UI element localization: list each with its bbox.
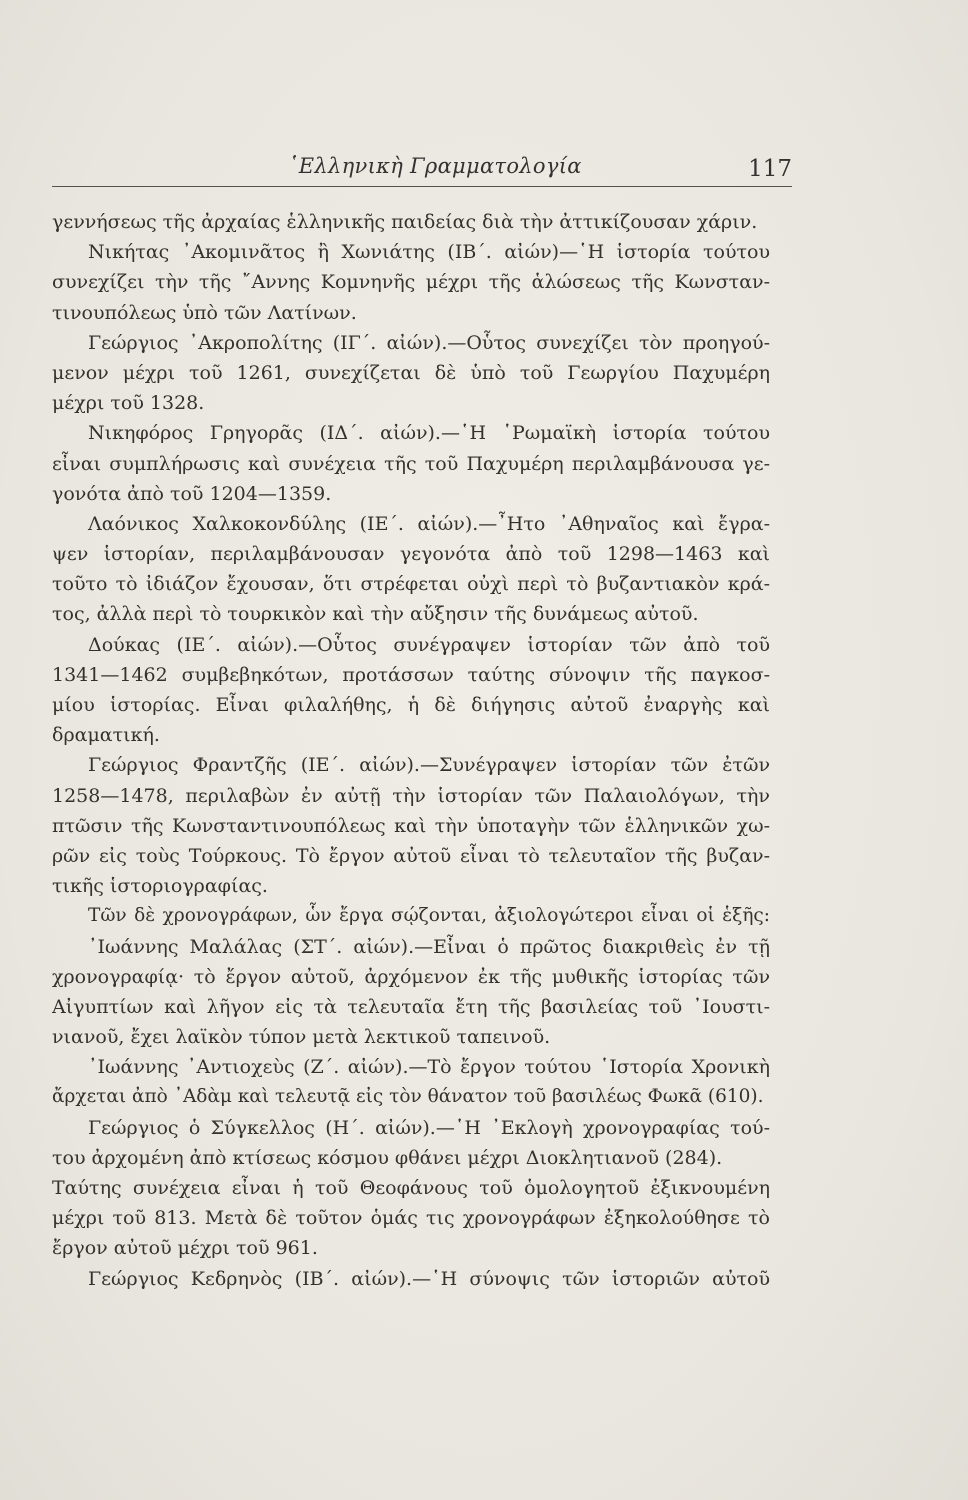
text-line: μέχρι τοῦ 813. Μετὰ δὲ τοῦτον ὁμάς τις χρονογράφων ἐξηκολούθησε τὸ [52,1207,770,1230]
body-text [52,207,770,1294]
text-line: τικῆς ἱστοριογραφίας. [52,875,268,898]
page-number: 117 [748,156,792,182]
text-line: Γεώργιος ᾿Ακροπολίτης (ΙΓ΄. αἰών).—Οὗτος συνεχίζει τὸν προηγού- [88,331,770,354]
text-line: εἶναι συμπλήρωσις καὶ συνέχεια τῆς τοῦ Παχυμέρη περιλαμβάνουσα γε- [52,452,770,475]
text-line: ψεν ἱστορίαν, περιλαμβάνουσαν γεγονότα ἀπὸ τοῦ 1298—1463 καὶ [52,543,770,566]
text-line: τινουπόλεως ὑπὸ τῶν Λατίνων. [52,301,357,324]
text-line: Λαόνικος Χαλκοκονδύλης (ΙΕ΄. αἰών).—῏Ητο ᾿Αθηναῖος καὶ ἔγρα- [88,512,770,535]
text-line: γεννήσεως τῆς ἀρχαίας ἑλληνικῆς παιδείας διὰ τὴν ἀττικίζουσαν χάριν. [52,211,758,233]
text-line: Νικηφόρος Γρηγορᾶς (ΙΔ΄. αἰών).—῾Η ῾Ρωμαϊκὴ ἱστορία τούτου [88,422,770,445]
text-line: ᾿Ιωάννης ᾿Αντιοχεὺς (Ζ΄. αἰών).—Τὸ ἔργον τούτου ῾Ιστορία Χρονικὴ [88,1056,770,1079]
header-rule [52,186,792,187]
text-line: συνεχίζει τὴν τῆς ῎Αννης Κομνηνῆς μέχρι τῆς ἁλώσεως τῆς Κωνσταν- [52,271,770,294]
text-line: ἄρχεται ἀπὸ ᾿Αδὰμ καὶ τελευτᾷ εἰς τὸν θάνατον τοῦ βασιλέως Φωκᾶ (610). [52,1086,764,1108]
text-line: Γεώργιος ὁ Σύγκελλος (Η΄. αἰών).—῾Η ᾿Εκλογὴ χρονογραφίας τού- [88,1116,770,1139]
text-line: μενον μέχρι τοῦ 1261, συνεχίζεται δὲ ὑπὸ τοῦ Γεωργίου Παχυμέρη [52,361,770,384]
text-line: μίου ἱστορίας. Εἶναι φιλαλήθης, ἡ δὲ διήγησις αὐτοῦ ἐναργὴς καὶ [52,694,770,716]
running-title: ῾Ελληνικὴ Γραμματολογία [288,154,582,178]
text-line: ἔργον αὐτοῦ μέχρι τοῦ 961. [52,1237,318,1260]
text-line: πτῶσιν τῆς Κωνσταντινουπόλεως καὶ τὴν ὑποταγὴν τῶν ἑλληνικῶν χω- [52,814,770,837]
text-line: Ταύτης συνέχεια εἶναι ἡ τοῦ Θεοφάνους τοῦ ὁμολογητοῦ ἐξικνουμένη [52,1177,770,1199]
text-line: του ἀρχομένη ἀπὸ κτίσεως κόσμου φθάνει μέχρι Διοκλητιανοῦ (284). [52,1146,723,1169]
text-line: μέχρι τοῦ 1328. [52,392,205,415]
text-line: Γεώργιος Φραντζῆς (ΙΕ΄. αἰών).—Συνέγραψεν ἱστορίαν τῶν ἐτῶν [88,754,770,777]
text-line: δραματική. [52,724,160,747]
text-line: ρῶν εἰς τοὺς Τούρκους. Τὸ ἔργον αὐτοῦ εἶναι τὸ τελευταῖον τῆς βυζαν- [52,844,770,867]
text-line: 1258—1478, περιλαβὼν ἐν αὐτῇ τὴν ἱστορίαν τῶν Παλαιολόγων, τὴν [52,784,770,807]
text-line: ᾿Ιωάννης Μαλάλας (ΣΤ΄. αἰών).—Εἶναι ὁ πρῶτος διακριθεὶς ἐν τῇ [88,935,770,958]
text-line: Γεώργιος Κεδρηνὸς (ΙΒ΄. αἰών).—῾Η σύνοψις τῶν ἱστοριῶν αὐτοῦ [88,1267,770,1290]
text-line: Τῶν δὲ χρονογράφων, ὧν ἔργα σῴζονται, ἀξιολογώτεροι εἶναι οἱ ἑξῆς: [88,905,770,927]
running-header [52,150,792,190]
text-line: νιανοῦ, ἔχει λαϊκὸν τύπον μετὰ λεκτικοῦ ταπεινοῦ. [52,1026,551,1049]
text-line: Δούκας (ΙΕ΄. αἰών).—Οὗτος συνέγραψεν ἱστορίαν τῶν ἀπὸ τοῦ [88,633,770,656]
text-line: γονότα ἀπὸ τοῦ 1204—1359. [52,482,332,505]
text-line: τος, ἀλλὰ περὶ τὸ τουρκικὸν καὶ τὴν αὔξησιν τῆς δυνάμεως αὐτοῦ. [52,603,699,626]
text-line: χρονογραφίᾳ· τὸ ἔργον αὐτοῦ, ἀρχόμενον ἐκ τῆς μυθικῆς ἱστορίας τῶν [52,965,770,988]
text-line: τοῦτο τὸ ἰδιάζον ἔχουσαν, ὅτι στρέφεται οὐχὶ περὶ τὸ βυζαντιακὸν κρά- [52,573,770,596]
text-line: Αἰγυπτίων καὶ λῆγον εἰς τὰ τελευταῖα ἔτη τῆς βασιλείας τοῦ ᾿Ιουστι- [52,995,770,1018]
text-line: Νικήτας ᾿Ακομινᾶτος ἢ Χωνιάτης (ΙΒ΄. αἰών)—῾Η ἱστορία τούτου [88,241,770,264]
text-line: 1341—1462 συμβεβηκότων, προτάσσων ταύτης σύνοψιν τῆς παγκοσ- [52,663,770,686]
